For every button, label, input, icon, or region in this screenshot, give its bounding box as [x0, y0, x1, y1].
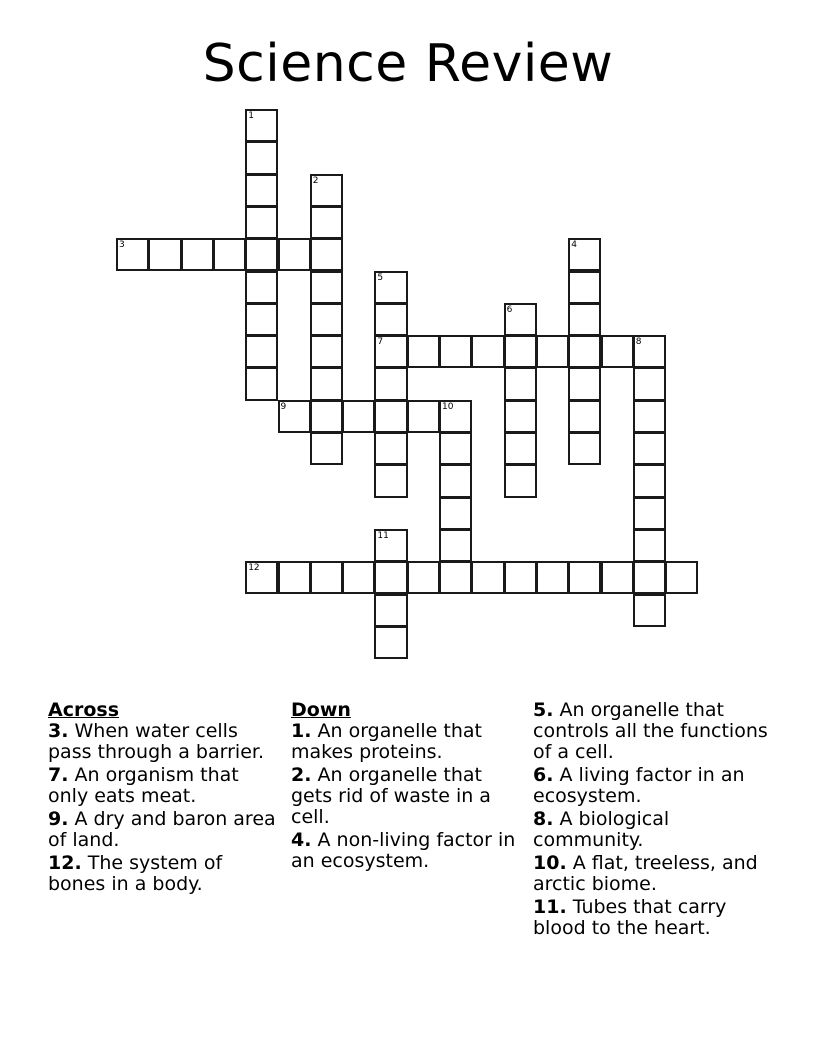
grid-cell[interactable]	[439, 561, 472, 594]
grid-cell[interactable]	[310, 400, 343, 433]
grid-cell[interactable]	[310, 367, 343, 400]
grid-cell[interactable]	[407, 335, 440, 368]
grid-cell[interactable]	[504, 400, 537, 433]
clue-number: 10	[442, 401, 454, 412]
down-clues	[291, 700, 527, 874]
grid-cell[interactable]	[374, 335, 407, 368]
grid-cell[interactable]	[374, 561, 407, 594]
across-clues	[48, 700, 278, 897]
down-heading: Down	[291, 699, 351, 721]
clue-down-8: 8. A biological community.	[533, 808, 670, 851]
grid-cell[interactable]	[504, 335, 537, 368]
clue-number: 4	[571, 240, 577, 251]
grid-cell[interactable]	[504, 432, 537, 465]
grid-cell[interactable]	[568, 400, 601, 433]
clue-number: 9	[280, 401, 287, 412]
grid-cell[interactable]	[148, 238, 181, 271]
grid-cell[interactable]	[633, 335, 666, 368]
grid-cell[interactable]	[374, 594, 407, 627]
grid-cell[interactable]	[568, 561, 601, 594]
grid-cell[interactable]	[568, 271, 601, 304]
clue-number: 3	[119, 240, 125, 251]
page-title: Science Review	[202, 34, 614, 94]
clue-down-1: 1. An organelle that makes proteins.	[291, 720, 482, 763]
clue-down-4: 4. A non-living factor in an ecosystem.	[291, 829, 516, 872]
clue-down-6: 6. A living factor in an ecosystem.	[533, 764, 745, 807]
clue-number: 8	[635, 337, 642, 348]
grid-cell[interactable]	[568, 432, 601, 465]
down-clues-continued	[533, 700, 773, 941]
grid-cell[interactable]	[245, 335, 278, 368]
clue-down-11: 11. Tubes that carry blood to the heart.	[533, 896, 727, 939]
grid-cell[interactable]	[439, 497, 472, 530]
grid-cell[interactable]	[504, 303, 537, 336]
grid-cell[interactable]	[278, 561, 311, 594]
grid-cell[interactable]	[181, 238, 214, 271]
grid-cell[interactable]	[633, 529, 666, 562]
clue-number: 6	[506, 304, 513, 315]
clue-number: 1	[248, 111, 254, 121]
grid-cell[interactable]	[245, 109, 278, 142]
grid-cell[interactable]	[374, 529, 407, 562]
grid-cell[interactable]	[116, 238, 149, 271]
grid-cell[interactable]	[633, 497, 666, 530]
grid-cell[interactable]	[374, 400, 407, 433]
grid-cell[interactable]	[633, 432, 666, 465]
across-heading: Across	[48, 699, 120, 721]
clue-down-10: 10. A flat, treeless, and arctic biome.	[533, 852, 758, 895]
grid-cell[interactable]	[471, 561, 504, 594]
grid-cell[interactable]	[310, 174, 343, 207]
grid-cell[interactable]	[213, 238, 246, 271]
clue-number: 7	[377, 337, 384, 348]
grid-cell[interactable]	[568, 335, 601, 368]
clue-down-5: 5. An organelle that controls all the functions of a cell.	[533, 699, 768, 763]
grid-cell[interactable]	[374, 367, 407, 400]
grid-cell[interactable]	[245, 271, 278, 304]
grid-cell[interactable]	[374, 303, 407, 336]
grid-cell[interactable]	[536, 335, 569, 368]
grid-cell[interactable]	[633, 464, 666, 497]
grid-cell[interactable]	[310, 206, 343, 239]
grid-cell[interactable]	[568, 238, 601, 271]
grid-cell[interactable]	[374, 626, 407, 659]
grid-cell[interactable]	[568, 303, 601, 336]
grid-cell[interactable]	[374, 432, 407, 465]
grid-cell[interactable]	[310, 561, 343, 594]
grid-cell[interactable]	[342, 400, 375, 433]
grid-cell[interactable]	[665, 561, 698, 594]
grid-cell[interactable]	[278, 238, 311, 271]
clue-across-9: 9. A dry and baron area of land.	[48, 808, 276, 851]
grid-cell[interactable]	[568, 367, 601, 400]
grid-cell[interactable]	[310, 238, 343, 271]
grid-cell[interactable]	[407, 400, 440, 433]
grid-cell[interactable]	[310, 303, 343, 336]
grid-cell[interactable]	[439, 400, 472, 433]
grid-cell[interactable]	[407, 561, 440, 594]
grid-cell[interactable]	[633, 400, 666, 433]
grid-cell[interactable]	[310, 335, 343, 368]
grid-cell[interactable]	[245, 206, 278, 239]
grid-cell[interactable]	[310, 432, 343, 465]
grid-cell[interactable]	[245, 238, 278, 271]
grid-cell[interactable]	[471, 335, 504, 368]
grid-cell[interactable]	[245, 174, 278, 207]
grid-cell[interactable]	[439, 335, 472, 368]
grid-cell[interactable]	[601, 335, 634, 368]
clue-number: 5	[377, 272, 384, 283]
grid-cell[interactable]	[601, 561, 634, 594]
grid-cell[interactable]	[504, 464, 537, 497]
clue-across-7: 7. An organism that only eats meat.	[48, 764, 239, 807]
grid-cell[interactable]	[439, 432, 472, 465]
grid-cell[interactable]	[633, 561, 666, 594]
grid-cell[interactable]	[633, 367, 666, 400]
clue-across-12: 12. The system of bones in a body.	[48, 852, 223, 895]
clue-down-2: 2. An organelle that gets rid of waste in a cell.	[291, 764, 491, 828]
clue-number: 12	[248, 563, 260, 574]
grid-cell[interactable]	[245, 561, 278, 594]
grid-cell[interactable]	[374, 271, 407, 304]
grid-cell[interactable]	[374, 464, 407, 497]
grid-cell[interactable]	[278, 400, 311, 433]
grid-cell[interactable]	[504, 561, 537, 594]
grid-cell[interactable]	[439, 529, 472, 562]
grid-cell[interactable]	[245, 367, 278, 400]
grid-cell[interactable]	[342, 561, 375, 594]
grid-cell[interactable]	[245, 303, 278, 336]
clue-across-3: 3. When water cells pass through a barrier.	[48, 720, 264, 763]
grid-cell[interactable]	[504, 367, 537, 400]
grid-cell[interactable]	[245, 141, 278, 174]
clue-number: 2	[312, 175, 319, 186]
grid-cell[interactable]	[536, 561, 569, 594]
clue-number: 11	[377, 530, 389, 541]
grid-cell[interactable]	[633, 594, 666, 627]
grid-cell[interactable]	[439, 464, 472, 497]
grid-cell[interactable]	[310, 271, 343, 304]
